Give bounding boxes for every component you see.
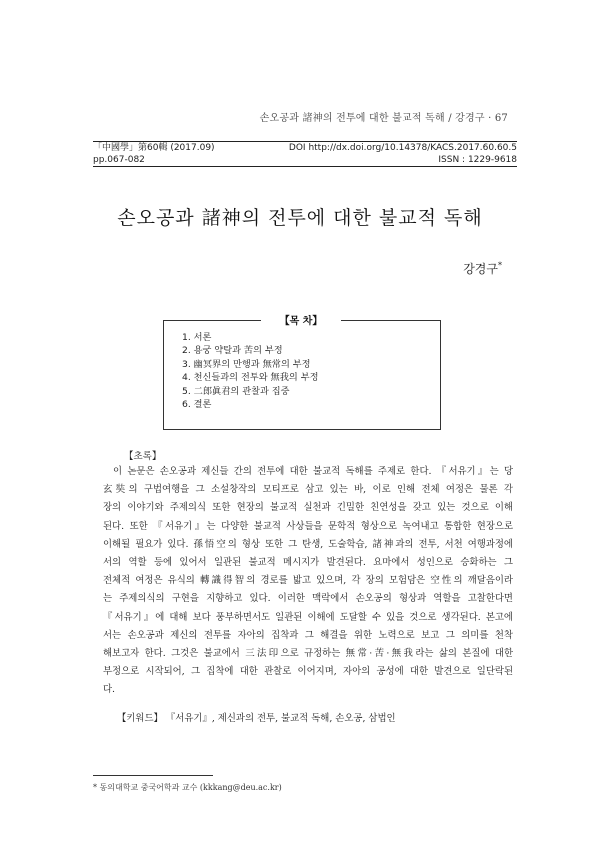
- issn: ISSN : 1229-9618: [438, 155, 517, 165]
- author: [463, 260, 502, 277]
- meta-rule-bottom: [93, 166, 517, 167]
- abstract-line: 玄奘의 구법여행을 그 소설창작의 모티프로 삼고 있는 바, 이로 인해 전체 여정은 물론 각: [103, 484, 513, 496]
- abstract-line: 장의 이야기와 주제의식 또한 현장의 불교적 실천과 긴밀한 친연성을 갖고 있는 것으로 이해: [103, 502, 513, 514]
- abstract-line: 서의 역할 등에 있어서 일관된 불교적 메시지가 발견된다. 요마에서 성인으로 승화하는 그: [103, 556, 513, 568]
- doi[interactable]: DOI http://dx.doi.org/10.14378/KACS.2017.60.60.5: [288, 143, 517, 153]
- journal-info: 「中國學」第60輯 (2017.09): [93, 143, 215, 153]
- abstract-line: 해보고자 한다. 그것은 불교에서 三法印으로 규정하는 無常·苦·無我라는 삶의 본질에 대한: [103, 647, 513, 659]
- author-footnote: * 동의대학교 중국어학과 교수 (kkkang@deu.ac.kr): [93, 783, 282, 792]
- author-name: 강경구: [463, 262, 498, 276]
- toc-header: 【목 차】: [261, 312, 341, 327]
- page-range: pp.067-082: [93, 155, 145, 165]
- toc-item: 2. 용궁 약탈과 苦의 부정: [182, 345, 283, 357]
- abstract-line: 서는 손오공과 제신의 전투를 자아의 집착과 그 해결을 위한 노력으로 보고 그 의미를 천착: [103, 629, 513, 641]
- toc-item: 5. 二郎眞君의 관찰과 집중: [182, 385, 290, 397]
- abstract-line: 다.: [103, 684, 116, 696]
- abstract-line: 는 주제의식의 구현을 지향하고 있다. 이러한 맥락에서 손오공의 형상과 역할을 고찰한다면: [103, 593, 513, 605]
- abstract-label: 【초록】: [124, 451, 162, 462]
- abstract-line: 이해될 필요가 있다. 孫悟空의 형상 또한 그 탄생, 도술학습, 諸神과의 전투, 서천 여행과정에: [103, 538, 513, 550]
- running-head: 손오공과 諸神의 전투에 대한 불교적 독해 / 강경구 · 67: [259, 113, 508, 124]
- abstract-line: 『서유기』에 대해 보다 풍부하면서도 일관된 이해에 도달할 수 있을 것으로 생각된다. 본고에: [103, 611, 513, 623]
- abstract-line: 부정으로 시작되어, 그 집착에 대한 관찰로 이어지며, 자아의 공성에 대한 발견으로 일단락된: [103, 666, 513, 678]
- abstract-line: 전체적 여정은 유식의 轉識得智의 경로를 밟고 있으며, 각 장의 모험담은 空性의 깨달음이라: [103, 575, 513, 587]
- author-footnote-mark[interactable]: *: [498, 261, 502, 270]
- keywords: 【키워드】 『서유기』, 제신과의 전투, 불교적 독해, 손오공, 삼법인: [117, 713, 396, 724]
- toc-item: 4. 천신들과의 전투와 無我의 부정: [182, 372, 319, 384]
- paper-title: 손오공과 諸神의 전투에 대한 불교적 독해: [117, 207, 483, 229]
- abstract-line: 이 논문은 손오공과 제신들 간의 전투에 대한 불교적 독해를 주제로 한다. 『서유기』는 당: [113, 466, 513, 477]
- abstract-body: [103, 463, 513, 699]
- toc-list: [182, 331, 318, 411]
- abstract-line: 된다. 또한 『서유기』는 다양한 불교적 사상들을 문학적 형상으로 녹여내고 통합한 현장으로: [103, 520, 513, 532]
- toc-item: 3. 幽冥界의 만행과 無常의 부정: [182, 358, 311, 370]
- footnote-rule: [93, 775, 213, 776]
- toc-item: 6. 결론: [182, 398, 212, 410]
- toc-item: 1. 서론: [182, 332, 212, 343]
